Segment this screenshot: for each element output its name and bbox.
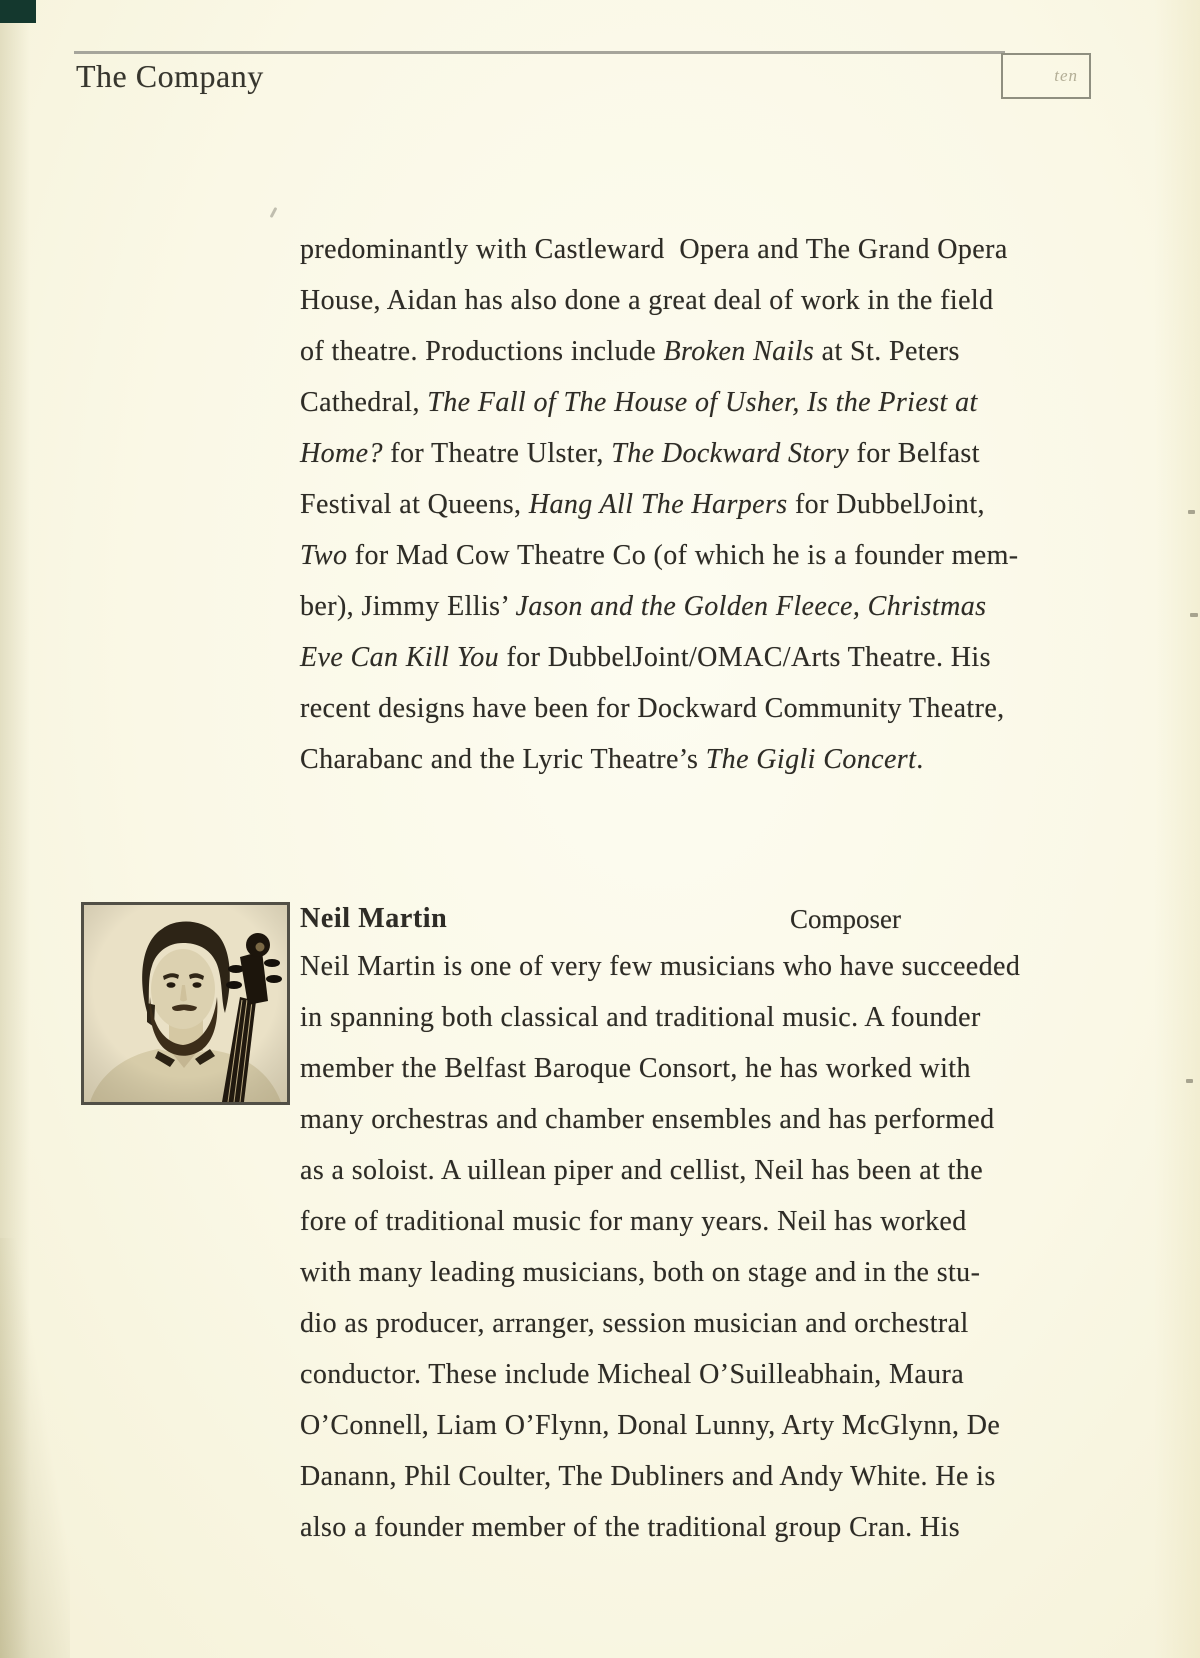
text-line: ber), Jimmy Ellis’ Jason and the Golden Fleece, Christmas bbox=[300, 591, 987, 622]
text-line: fore of traditional music for many years. Neil has worked bbox=[300, 1206, 967, 1237]
text-line: O’Connell, Liam O’Flynn, Donal Lunny, Arty McGlynn, De bbox=[300, 1410, 1001, 1441]
portrait-svg bbox=[84, 905, 287, 1102]
text-line: Danann, Phil Coulter, The Dubliners and Andy White. He is bbox=[300, 1461, 996, 1492]
scan-speck bbox=[1188, 510, 1195, 514]
bio-role: Composer bbox=[790, 904, 901, 934]
text-line: member the Belfast Baroque Consort, he has worked with bbox=[300, 1053, 971, 1084]
neil-martin-photo bbox=[81, 902, 290, 1105]
text-line: Home? for Theatre Ulster, The Dockward Story for Belfast bbox=[300, 438, 980, 469]
text-line: Neil Martin is one of very few musicians who have succeeded bbox=[300, 951, 1021, 982]
scan-speck bbox=[1186, 1079, 1193, 1083]
text-line: many orchestras and chamber ensembles and has performed bbox=[300, 1104, 995, 1135]
text-line: Festival at Queens, Hang All The Harpers for DubbelJoint, bbox=[300, 489, 985, 520]
page-title: The Company bbox=[76, 58, 264, 94]
text-line: also a founder member of the traditional group Cran. His bbox=[300, 1512, 961, 1543]
text-line: Cathedral, The Fall of The House of Usher, Is the Priest at bbox=[300, 387, 978, 418]
text-line: predominantly with Castleward Opera and The Grand Opera bbox=[300, 234, 1008, 265]
text-line: as a soloist. A uillean piper and cellist, Neil has been at the bbox=[300, 1155, 984, 1186]
text-line: dio as producer, arranger, session musician and orchestral bbox=[300, 1308, 969, 1339]
text-line: with many leading musicians, both on stage and in the stu- bbox=[300, 1257, 981, 1288]
aidan-bio-paragraph bbox=[300, 224, 1130, 785]
page-number-box bbox=[1001, 53, 1091, 99]
header-rule bbox=[74, 51, 1005, 54]
page-right-shadow bbox=[1154, 0, 1200, 1658]
neil-bio-paragraph bbox=[300, 941, 1130, 1553]
page-bottom-left-shadow bbox=[0, 1238, 70, 1658]
text-line: in spanning both classical and traditional music. A founder bbox=[300, 1002, 981, 1033]
bio-name: Neil Martin bbox=[300, 903, 448, 934]
text-line: House, Aidan has also done a great deal of work in the field bbox=[300, 285, 994, 316]
text-line: Charabanc and the Lyric Theatre’s The Gigli Concert. bbox=[300, 744, 924, 775]
text-line: Two for Mad Cow Theatre Co (of which he is a founder mem- bbox=[300, 540, 1019, 571]
text-line: conductor. These include Micheal O’Suilleabhain, Maura bbox=[300, 1359, 965, 1390]
text-line: of theatre. Productions include Broken Nails at St. Peters bbox=[300, 336, 960, 367]
text-line: Eve Can Kill You for DubbelJoint/OMAC/Arts Theatre. His bbox=[300, 642, 991, 673]
corner-mark bbox=[0, 0, 36, 23]
page-number: ten bbox=[1054, 66, 1078, 85]
bio-heading-row bbox=[300, 903, 1130, 935]
scan-speck bbox=[1190, 613, 1198, 617]
text-line: recent designs have been for Dockward Community Theatre, bbox=[300, 693, 1005, 724]
scan-stray-mark bbox=[270, 207, 278, 218]
